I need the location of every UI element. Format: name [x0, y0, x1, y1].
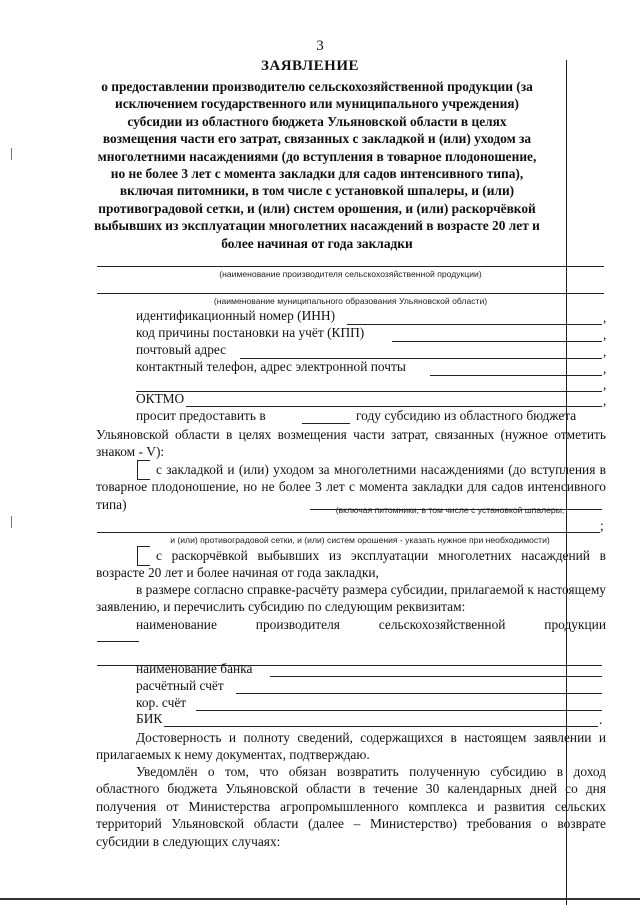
transfer-text: в размере согласно справке-расчёту размера субсидии, прилагаемой к настоящему заявлению, и перечислить субсидию по следующим реквизитам: — [96, 582, 606, 615]
oktmo-field[interactable] — [186, 406, 602, 407]
bik-field[interactable] — [164, 726, 598, 727]
notice-text: Уведомлён о том, что обязан возвратить полученную субсидию в доход областного бюджета Ульяновской области в течение 30 календарных дней со дня получения от Министерства агропромышленного комплекса и развития сельских территорий Ульяновской области (далее – Министерство) требования о возврате субсидии в следующих случаях: — [96, 764, 606, 849]
phone-label: контактный телефон, адрес электронной почты — [136, 359, 406, 374]
oktmo-label: ОКТМО — [136, 391, 185, 406]
request-post: году субсидию из областного бюджета — [356, 408, 577, 423]
bank-field[interactable] — [270, 676, 602, 677]
producer-name-caption: (наименование производителя сельскохозяйственной продукции) — [219, 269, 482, 279]
address-comma: , — [603, 344, 607, 359]
margin-mark-1 — [11, 148, 12, 160]
option1-text: с закладкой и (или) уходом за многолетними насаждениями (до вступления в товарное плодоношение, но не более 3 лет с момента закладки для садов интенсивного типа) — [96, 462, 606, 512]
phone-comma: , — [603, 361, 607, 376]
page-number: 3 — [316, 38, 324, 54]
document-heading: о предоставлении производителю сельскохозяйственной продукции (за исключением государственного или муниципального учреждения) субсидии из областного бюджета Ульяновской области в целях возмещения части его затрат, связанных с закладкой и (или) уходом за многолетними насаждениями (до вступления в товарное плодоношение, но не более 3 лет с момента закладки для садов интенсивного типа), включая питомники, в том числе с установкой шпалеры, и (или) противоградовой сетки, и (или) систем орошения, и (или) раскорчёвкой выбывших из эксплуатации многолетних насаждений в возрасте 20 лет и более начиная от года закладки — [94, 79, 540, 251]
hail-net-caption: и (или) противоградовой сетки, и (или) систем орошения - указать нужное при необходимости) — [170, 535, 550, 545]
kpp-comma: , — [603, 327, 607, 342]
incl-nursery-caption: (включая питомники, в том числе с установкой шпалеры, — [335, 505, 565, 515]
phone-comma-2: , — [603, 377, 607, 392]
request-pre: просит предоставить в — [136, 408, 266, 423]
document-title: ЗАЯВЛЕНИЕ — [260, 58, 360, 74]
bik-label: БИК — [136, 711, 163, 726]
phone-field-line2[interactable] — [136, 391, 602, 392]
phone-field[interactable] — [430, 375, 602, 376]
confirm-text: Достоверность и полноту сведений, содержащихся в настоящем заявлении и прилагаемых к нему документах, подтверждаю. — [96, 730, 606, 763]
bank-label: наименование банка — [136, 661, 253, 676]
kpp-field[interactable] — [392, 341, 602, 342]
producer-name-line[interactable] — [97, 266, 604, 267]
request-rest: Ульяновской области в целях возмещения части затрат, связанных (нужное отметить знаком - V): — [96, 427, 606, 460]
kpp-label: код причины постановки на учёт (КПП) — [136, 325, 365, 340]
year-field[interactable] — [302, 423, 350, 424]
option1-semicolon: ; — [600, 518, 604, 533]
bottom-edge-line — [0, 898, 640, 900]
bik-period: . — [599, 712, 603, 727]
corr-label: кор. счёт — [136, 695, 187, 710]
inn-label: идентификационный номер (ИНН) — [136, 308, 336, 323]
corr-field[interactable] — [196, 710, 602, 711]
inn-comma: , — [603, 310, 607, 325]
municipality-line[interactable] — [97, 293, 604, 294]
producer-field-short[interactable] — [97, 641, 139, 642]
inn-field[interactable] — [347, 324, 602, 325]
option1-field-line2[interactable] — [97, 532, 600, 533]
account-label: расчётный счёт — [136, 678, 224, 693]
option2-text: с раскорчёвкой выбывших из эксплуатации многолетних насаждений в возрасте 20 лет и более начиная от года закладки, — [96, 548, 606, 581]
account-field[interactable] — [236, 693, 602, 694]
oktmo-comma: , — [603, 393, 607, 408]
scan-vertical-line — [566, 60, 567, 905]
producer-label: наименование производителя сельскохозяйственной продукции — [136, 617, 606, 632]
margin-mark-2 — [11, 516, 12, 528]
address-label: почтовый адрес — [136, 342, 227, 357]
municipality-caption: (наименование муниципального образования Ульяновской области) — [213, 296, 488, 306]
